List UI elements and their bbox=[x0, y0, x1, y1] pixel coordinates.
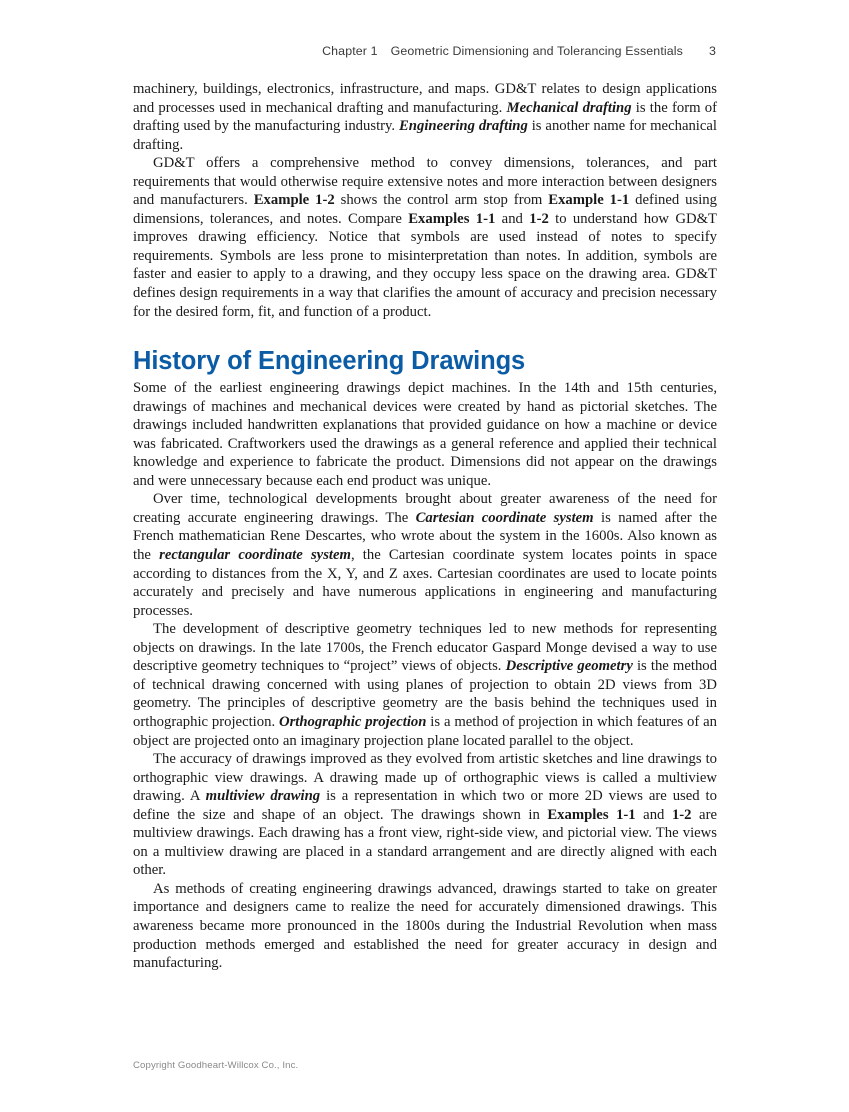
running-head bbox=[133, 44, 716, 64]
s-p4-text-4: are multiview drawings. Each drawing has a front view, right-side view, and pictorial view. The views on a multiview drawing are placed in a standard arrangement and are directly aligned with each other. bbox=[133, 806, 717, 879]
p1-emphasis-2: Engineering drafting bbox=[399, 118, 528, 135]
page-number: 3 bbox=[708, 44, 716, 58]
section-heading-history: History of Engineering Drawings bbox=[133, 347, 526, 376]
s-p2-text-1: Over time, technological developments brought about greater awareness of the need for creating accurate engineering drawings. The bbox=[133, 491, 717, 526]
s-p4-bold-1: Examples 1-1 bbox=[547, 806, 636, 823]
s-p2-emphasis-1: Cartesian coordinate system bbox=[415, 509, 594, 526]
p2-bold-3: Examples 1-1 bbox=[408, 210, 496, 227]
paragraph-descriptive-geometry bbox=[133, 620, 717, 750]
footer-copyright: Copyright Goodheart-Willcox Co., Inc. bbox=[133, 1060, 299, 1071]
paragraph-cartesian bbox=[133, 490, 717, 620]
p2-text-5: to understand how GD&T improves drawing efficiency. Notice that symbols are used instead of notes to specify requirements. Symbols are less prone to misinterpretation than notes. In addition, symbols are faster and easier to apply to a drawing, and they occupy less space on the drawing area. GD&T defines design requirements in a way that clarifies the amount of accuracy and precision necessary for the desired form, fit, and function of a product. bbox=[133, 210, 717, 320]
p1-text-3: is another name for mechanical drafting. bbox=[133, 118, 718, 153]
running-head-chapter: Chapter 1 bbox=[322, 44, 378, 58]
s-p3-text-3: is a method of projection in which features of an object are projected onto an imaginary projection plane located parallel to the object. bbox=[133, 713, 717, 749]
running-head-title: Geometric Dimensioning and Tolerancing Essentials bbox=[390, 44, 683, 58]
s-p3-emphasis-2: Orthographic projection bbox=[278, 713, 427, 730]
s-p3-text-2: is the method of technical drawing concerned with using planes of projection to obtain 2D views from 3D geometry. The principles of descriptive geometry are the basis behind the techniques used in orthographic projection. bbox=[133, 658, 717, 730]
paragraph-continued bbox=[133, 80, 717, 154]
paragraph-gdt-overview bbox=[133, 154, 717, 321]
p1-text-1: machinery, buildings, electronics, infrastructure, and maps. GD&T relates to design applications and processes used in mechanical drafting and manufacturing. bbox=[133, 81, 717, 116]
text-column bbox=[133, 80, 717, 973]
p2-text-1: GD&T offers a comprehensive method to convey dimensions, tolerances, and part requirements that would otherwise require extensive notes and more interaction between designers and manufacturers. bbox=[133, 155, 717, 209]
s-p2-text-2: is named after the French mathematician Rene Descartes, who wrote about the system in the 1600s. Also known as the bbox=[133, 509, 717, 564]
s-p4-emphasis-1: multiview drawing bbox=[205, 788, 321, 805]
paragraph-industrial-revolution bbox=[133, 880, 717, 973]
p2-bold-2: Example 1-1 bbox=[548, 192, 630, 209]
p2-bold-4: 1-2 bbox=[529, 210, 549, 227]
section-heading-block bbox=[133, 347, 717, 376]
s-p4-text-3: and bbox=[635, 806, 672, 823]
s-p3-text-1: The development of descriptive geometry techniques led to new methods for representing objects on drawings. In the late 1700s, the French educator Gaspard Monge devised a way to use descriptive geometry techniques to “project” views of objects. bbox=[133, 621, 717, 675]
p2-text-2: shows the control arm stop from bbox=[334, 192, 549, 209]
s-p4-text-2: is a representation in which two or more 2D views are used to define the size and shape of an object. The drawings shown in bbox=[133, 788, 717, 823]
s-p3-emphasis-1: Descriptive geometry bbox=[505, 658, 633, 675]
s-p1-text-1: Some of the earliest engineering drawings depict machines. In the 14th and 15th centuries, drawings of machines and mechanical devices were created by hand as pictorial sketches. The drawings included handwritten explanations that provided guidance on how a machine or device was fabricated. Craftworkers used the drawings as a general reference and applied their technical knowledge and experience to fabricate the product. Dimensions did not appear on the drawings and were unnecessary because each end product was unique. bbox=[133, 380, 717, 489]
s-p2-emphasis-2: rectangular coordinate system bbox=[159, 547, 351, 564]
p2-text-4: and bbox=[495, 210, 530, 227]
s-p5-text-1: As methods of creating engineering drawings advanced, drawings started to take on greater importance and designers came to realize the need for accurately dimensioned drawings. This awareness became more pronounced in the 1800s during the Industrial Revolution when mass production methods emerged and established the need for greater accuracy in design and manufacturing. bbox=[133, 880, 717, 972]
s-p4-text-1: The accuracy of drawings improved as they evolved from artistic sketches and line drawings to orthographic view drawings. A drawing made up of orthographic views is called a multiview drawing. A bbox=[133, 751, 717, 805]
p2-bold-1: Example 1-2 bbox=[253, 192, 335, 209]
s-p2-text-3: , the Cartesian coordinate system locates points in space according to distances from the X, Y, and Z axes. Cartesian coordinates are used to locate points accurately and precisely and have numerous applications in engineering and manufacturing processes. bbox=[133, 547, 718, 619]
p2-text-3: defined using dimensions, tolerances, and notes. Compare bbox=[133, 192, 717, 227]
paragraph-earliest-drawings bbox=[133, 379, 717, 490]
p1-text-2: is the form of drafting used by the manufacturing industry. bbox=[133, 99, 717, 135]
s-p4-bold-2: 1-2 bbox=[671, 806, 692, 823]
p1-emphasis-1: Mechanical drafting bbox=[506, 99, 632, 116]
paragraph-multiview bbox=[133, 750, 717, 880]
